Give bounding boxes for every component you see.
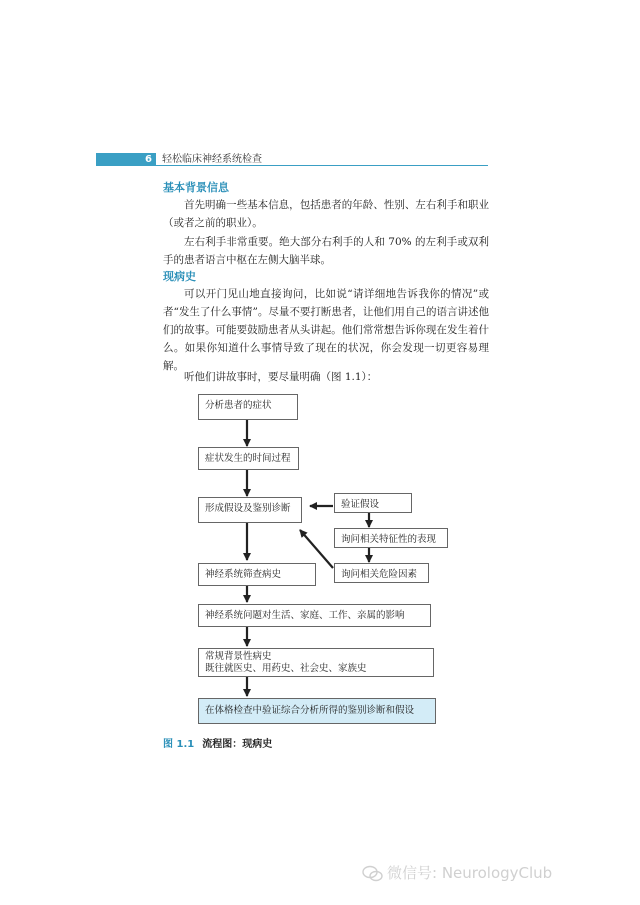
flow-box-impact: 神经系统问题对生活、家庭、工作、亲属的影响 (198, 604, 431, 627)
flow-box-background-history (198, 648, 434, 677)
flow-box-ask-risk-factors: 询问相关危险因素 (334, 563, 429, 583)
paragraph-present-illness-2: 听他们讲故事时，要尽量明确（图 1.1）： (184, 371, 378, 383)
flow-box-symptom-timeline: 症状发生的时间过程 (198, 447, 299, 470)
running-title: 轻松临床神经系统检查 (162, 154, 262, 165)
page-number: 6 (96, 153, 156, 166)
flow-box-analyze-symptoms: 分析患者的症状 (198, 394, 298, 420)
background-history-line-2: 既往就医史、用药史、社会史、家族史 (205, 663, 367, 674)
section-heading-present-illness: 现病史 (163, 270, 196, 283)
paragraph-background-1: 首先明确一些基本信息，包括患者的年龄、性别、左右利手和职业（或者之前的职业）。 (163, 199, 489, 229)
flow-box-neuro-screening: 神经系统筛查病史 (198, 563, 316, 586)
flow-box-physical-exam: 在体格检查中验证综合分析所得的鉴别诊断和假设 (198, 698, 436, 724)
wechat-icon (362, 865, 384, 883)
background-history-line-1: 常规背景性病史 (205, 651, 272, 662)
paragraph-background-2: 左右利手非常重要。绝大部分右利手的人和 70% 的左利手或双利手的患者语言中枢在左侧大脑半球。 (163, 236, 489, 266)
paragraph-present-illness-1: 可以开门见山地直接询问，比如说“请详细地告诉我你的情况”或者“发生了什么事情”。尽量不要打断患者，让他们用自己的语言讲述他们的故事。可能要鼓励患者从头讲起。他们常常想告诉你现在发生着什么。如果你知道什么事情导致了现在的状况，你会发现一切更容易理解。 (163, 288, 489, 372)
flow-box-form-hypothesis: 形成假设及鉴别诊断 (198, 497, 302, 523)
figure-title: 流程图：现病史 (202, 739, 273, 750)
section-heading-background: 基本背景信息 (163, 181, 229, 194)
figure-number: 图 1.1 (163, 739, 195, 750)
flow-box-ask-features: 询问相关特征性的表现 (334, 528, 448, 548)
watermark (362, 862, 552, 883)
watermark-text: 微信号: NeurologyClub (387, 864, 553, 882)
flow-box-verify-hypothesis: 验证假设 (334, 493, 412, 513)
figure-caption (163, 735, 272, 750)
